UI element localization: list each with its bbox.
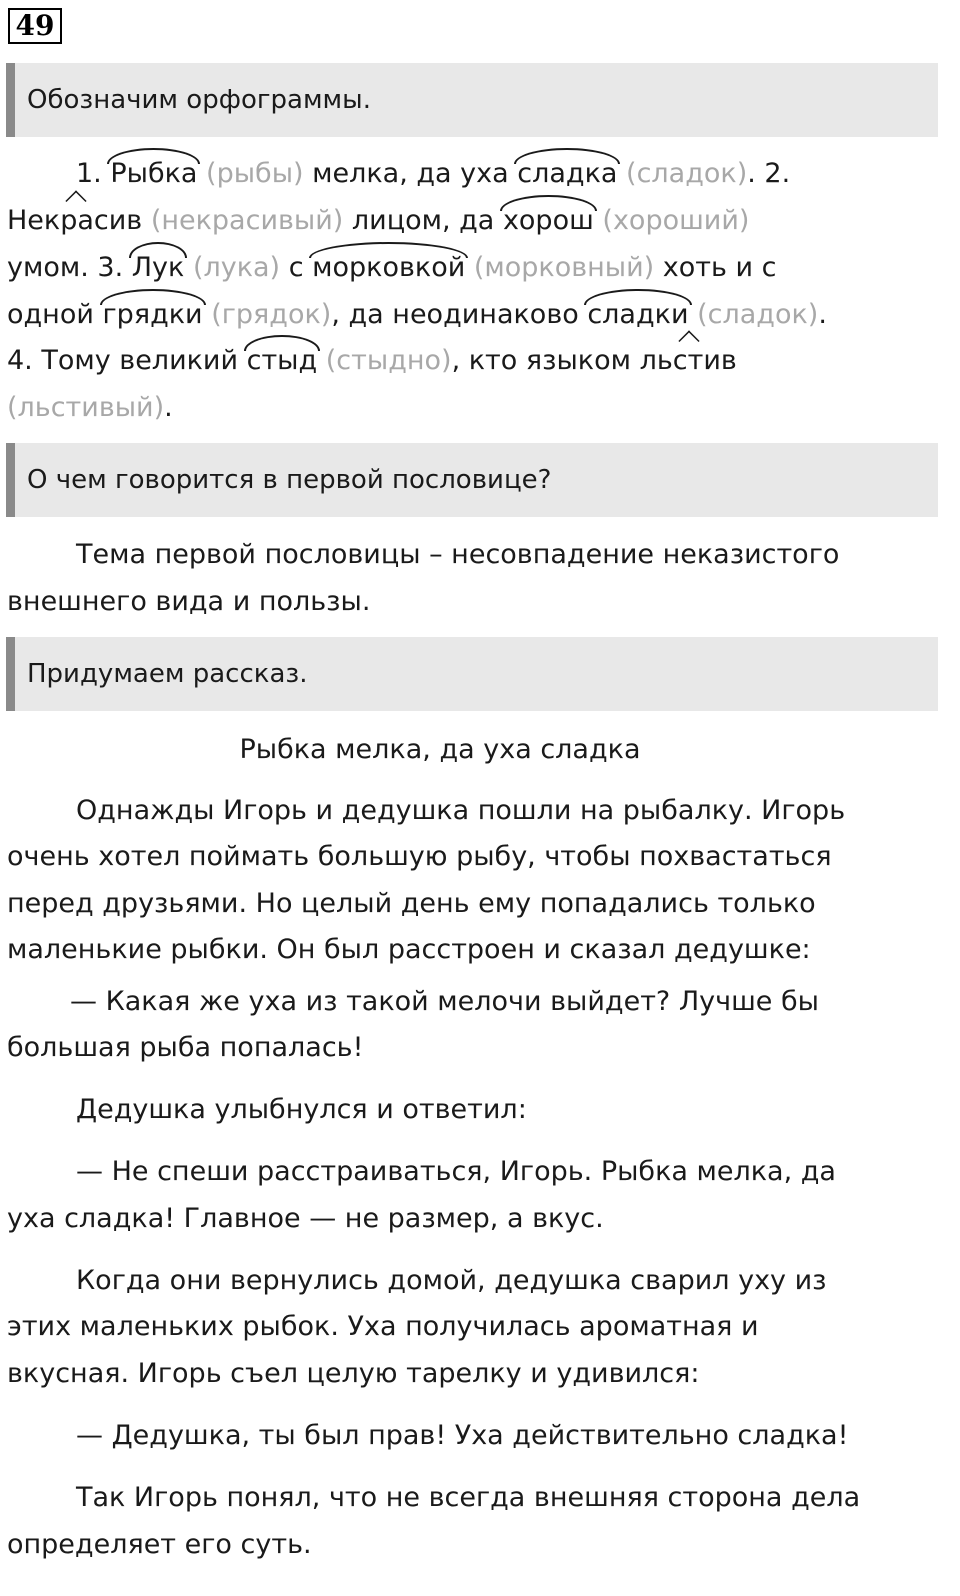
text-fragment: , да неодинаково <box>331 299 588 330</box>
word-root-arc <box>103 295 203 335</box>
text-fragment <box>142 205 151 236</box>
story-line: Когда они вернулись домой, дедушка сварил уху из <box>76 1265 827 1296</box>
suffix-mark <box>7 201 142 241</box>
spelling-line-4 <box>7 295 827 335</box>
text-fragment: . 2. <box>747 158 791 189</box>
marked-word: сладки <box>587 299 689 330</box>
word-root-arc <box>587 295 688 335</box>
check-word: (стыдно) <box>325 345 452 376</box>
check-word: (грядок) <box>211 299 332 330</box>
check-word: (некрасивый) <box>150 205 344 236</box>
story-line: вкусная. Игорь съел целую тарелку и удивился: <box>7 1358 700 1389</box>
check-word: (лука) <box>192 252 281 283</box>
story-line: очень хотел поймать большую рыбу, чтобы похвастаться <box>7 841 832 872</box>
section-heading: Придумаем рассказ. <box>27 659 308 689</box>
marked-word: грядки <box>102 299 203 330</box>
spelling-line-5 <box>7 341 737 381</box>
suffix-mark <box>640 341 737 381</box>
check-word: (льстивый) <box>7 392 165 423</box>
word-root-arc <box>312 248 465 288</box>
check-word: (сладок) <box>697 299 819 330</box>
text-fragment: , кто языком <box>451 345 640 376</box>
check-word: (хороший) <box>602 205 750 236</box>
check-word: (сладок) <box>626 158 748 189</box>
word-root-arc <box>132 248 185 288</box>
spelling-line-1 <box>76 154 790 194</box>
text-fragment: . <box>164 392 173 423</box>
text-fragment: хоть и с <box>654 252 777 283</box>
word-root-arc <box>503 201 594 241</box>
answer-line: внешнего вида и пользы. <box>7 586 371 617</box>
word-root-arc <box>517 154 617 194</box>
story-line: — Какая же уха из такой мелочи выйдет? Лучше бы <box>70 986 819 1017</box>
word-root-arc <box>110 154 197 194</box>
section-heading-band <box>6 637 938 711</box>
story-line: большая рыба попалась! <box>7 1032 364 1063</box>
section-heading: Обозначим орфограммы. <box>27 85 371 115</box>
task-number-box: 49 <box>8 8 62 44</box>
section-heading-band <box>6 443 938 517</box>
text-fragment: одной <box>7 299 103 330</box>
marked-word: стыд <box>246 345 318 376</box>
answer-line: Тема первой пословицы – несовпадение неказистого <box>76 539 840 570</box>
spelling-line-3 <box>7 248 777 288</box>
marked-word: Некрасив <box>7 205 143 236</box>
text-fragment: 4. Тому великий <box>7 345 247 376</box>
story-line: маленькие рыбки. Он был расстроен и сказал дедушке: <box>7 934 811 965</box>
marked-word: Лук <box>131 252 185 283</box>
marked-word: морковкой <box>312 252 466 283</box>
text-fragment: лицом, да <box>343 205 503 236</box>
story-title: Рыбка мелка, да уха сладка <box>239 734 641 765</box>
story-line: Дедушка улыбнулся и ответил: <box>76 1094 527 1125</box>
check-word: (морковный) <box>473 252 655 283</box>
text-fragment: с <box>280 252 313 283</box>
marked-word: сладка <box>517 158 618 189</box>
check-word: (рыбы) <box>206 158 304 189</box>
section-heading: О чем говорится в первой пословице? <box>27 465 552 495</box>
story-line: этих маленьких рыбок. Уха получилась ароматная и <box>7 1311 759 1342</box>
word-root-arc <box>247 341 318 381</box>
story-line: Однажды Игорь и дедушка пошли на рыбалку. Игорь <box>76 795 846 826</box>
marked-word: хорош <box>502 205 594 236</box>
marked-word: льстив <box>639 345 737 376</box>
marked-word: Рыбка <box>110 158 198 189</box>
spelling-line-2 <box>7 201 749 241</box>
story-line: уха сладка! Главное — не размер, а вкус. <box>7 1203 604 1234</box>
text-fragment: . <box>818 299 827 330</box>
text-fragment: 1. <box>76 158 111 189</box>
text-fragment: мелка, да уха <box>303 158 518 189</box>
section-heading-band <box>6 63 938 137</box>
spelling-line-6 <box>7 388 173 428</box>
story-line: — Дедушка, ты был прав! Уха действительно сладка! <box>76 1420 849 1451</box>
story-line: перед друзьями. Но целый день ему попадались только <box>7 888 816 919</box>
story-line: — Не спеши расстраиваться, Игорь. Рыбка мелка, да <box>76 1156 836 1187</box>
story-line: Так Игорь понял, что не всегда внешняя сторона дела <box>76 1482 861 1513</box>
story-line: определяет его суть. <box>7 1529 312 1560</box>
text-fragment: умом. 3. <box>7 252 132 283</box>
